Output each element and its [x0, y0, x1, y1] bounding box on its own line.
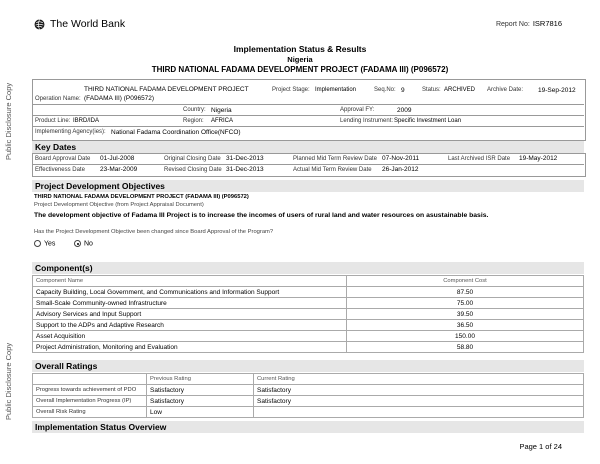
page-number: Page 1 of 24: [519, 442, 562, 451]
report-number: Report No: ISR7816: [495, 19, 562, 28]
disclosure-label-bottom: Public Disclosure Copy: [4, 342, 13, 420]
board-approval-date: 01-Jul-2008: [100, 155, 135, 162]
operation-name-label: Operation Name:: [35, 96, 81, 102]
key-dates-heading: Key Dates: [32, 141, 584, 153]
ratings-table: [32, 373, 584, 418]
pdo-subtitle: Project Development Objective (from Project Appraisal Document): [34, 202, 204, 208]
components-heading: Component(s): [32, 262, 584, 274]
table-header-row: [33, 276, 584, 287]
agency-label: Implementing Agency(ies):: [35, 129, 106, 135]
pdo-question: Has the Project Development Objective been changed since Board Approval of the Program?: [34, 229, 274, 235]
original-closing-label: Original Closing Date: [164, 156, 221, 162]
ratings-heading: Overall Ratings: [32, 360, 584, 372]
project-stage: Implementation: [315, 87, 357, 93]
pdo-radio-yes[interactable]: Yes: [34, 240, 55, 247]
archive-date: 19-Sep-2012: [538, 87, 576, 94]
revised-closing-label: Revised Closing Date: [164, 167, 222, 173]
pdo-project: THIRD NATIONAL FADAMA DEVELOPMENT PROJECT (FADAMA III) (P096572): [34, 194, 249, 200]
board-approval-label: Board Approval Date: [35, 156, 91, 162]
operation-name-line2: (FADAMA III) (P096572): [84, 95, 155, 102]
table-row: Overall Implementation Progress (IP) Satisfactory Satisfactory: [33, 396, 584, 407]
col-rating-name: [33, 374, 147, 385]
seq-no: 9: [401, 87, 405, 94]
region-value: AFRICA: [211, 118, 234, 124]
country-label: Country:: [183, 107, 206, 113]
revised-closing-date: 31-Dec-2013: [226, 166, 264, 173]
approval-fy-label: Approval FY:: [340, 107, 375, 113]
table-row: Small-Scale Community-owned Infrastructure 75.00: [33, 298, 584, 309]
info-divider-1: [32, 104, 584, 105]
header-project: THIRD NATIONAL FADAMA DEVELOPMENT PROJECT (FADAMA III) (P096572): [151, 65, 449, 74]
radio-yes-icon[interactable]: [34, 240, 41, 247]
original-closing-date: 31-Dec-2013: [226, 155, 264, 162]
effectiveness-date: 23-Mar-2009: [100, 166, 138, 173]
lending-value: Specific Investment Loan: [394, 118, 462, 124]
seq-no-label: Seq.No:: [374, 87, 396, 93]
table-row: Project Administration, Monitoring and Evaluation 58.80: [33, 342, 584, 353]
approval-fy: 2009: [397, 107, 412, 114]
product-line: IBRD/IDA: [73, 118, 100, 124]
key-dates-divider: [32, 164, 584, 165]
page-title: Implementation Status & Results: [233, 44, 367, 54]
table-row: Advisory Services and Input Support 39.50: [33, 309, 584, 320]
actual-mtr-date: 26-Jan-2012: [382, 166, 419, 173]
col-component-cost: Component Cost: [347, 276, 584, 287]
radio-no-icon[interactable]: [74, 240, 81, 247]
table-row: Overall Risk Rating Low: [33, 407, 584, 418]
disclosure-label-top: Public Disclosure Copy: [4, 82, 13, 160]
archive-date-label: Archive Date:: [487, 87, 524, 93]
country-value: Nigeria: [211, 107, 232, 114]
world-bank-logo: [34, 18, 125, 30]
operation-name-line1: THIRD NATIONAL FADAMA DEVELOPMENT PROJECT: [84, 86, 249, 93]
last-archived-label: Last Archived ISR Date: [448, 156, 511, 162]
planned-mtr-date: 07-Nov-2011: [382, 155, 420, 162]
col-current-rating: Current Rating: [254, 374, 584, 385]
globe-icon: [34, 19, 45, 30]
logo-text: The World Bank: [50, 18, 126, 30]
region-label: Region:: [183, 118, 204, 124]
header-country: Nigeria: [287, 55, 313, 64]
info-divider-3: [32, 126, 584, 127]
pdo-heading: Project Development Objectives: [32, 180, 584, 192]
pdo-objective: The development objective of Fadama III Project is to increase the incomes of users of rural land and water resources on asustainable basis.: [34, 212, 489, 219]
table-row: Progress towards achievement of PDO Satisfactory Satisfactory: [33, 385, 584, 396]
table-row: Capacity Building, Local Government, and Communications and Information Support 87.50: [33, 287, 584, 298]
table-header-row: [33, 374, 584, 385]
status-label: Status:: [422, 87, 441, 93]
info-divider-2: [32, 115, 584, 116]
overview-heading: Implementation Status Overview: [32, 421, 584, 433]
project-stage-label: Project Stage:: [272, 87, 310, 93]
components-table: [32, 275, 584, 353]
last-archived-date: 19-May-2012: [519, 155, 558, 162]
status-value: ARCHIVED: [444, 87, 476, 93]
planned-mtr-label: Planned Mid Term Review Date: [293, 156, 377, 162]
col-component-name: Component Name: [33, 276, 347, 287]
actual-mtr-label: Actual Mid Term Review Date: [293, 167, 372, 173]
col-previous-rating: Previous Rating: [147, 374, 254, 385]
product-line-label: Product Line:: [35, 118, 71, 124]
table-row: Support to the ADPs and Adaptive Research 36.50: [33, 320, 584, 331]
table-row: Asset Acquisition 150.00: [33, 331, 584, 342]
effectiveness-label: Effectiveness Date: [35, 167, 85, 173]
agency-value: National Fadama Coordination Office(NFCO): [111, 129, 241, 136]
lending-label: Lending Instrument:: [340, 118, 394, 124]
pdo-radio-no[interactable]: No: [74, 240, 93, 247]
